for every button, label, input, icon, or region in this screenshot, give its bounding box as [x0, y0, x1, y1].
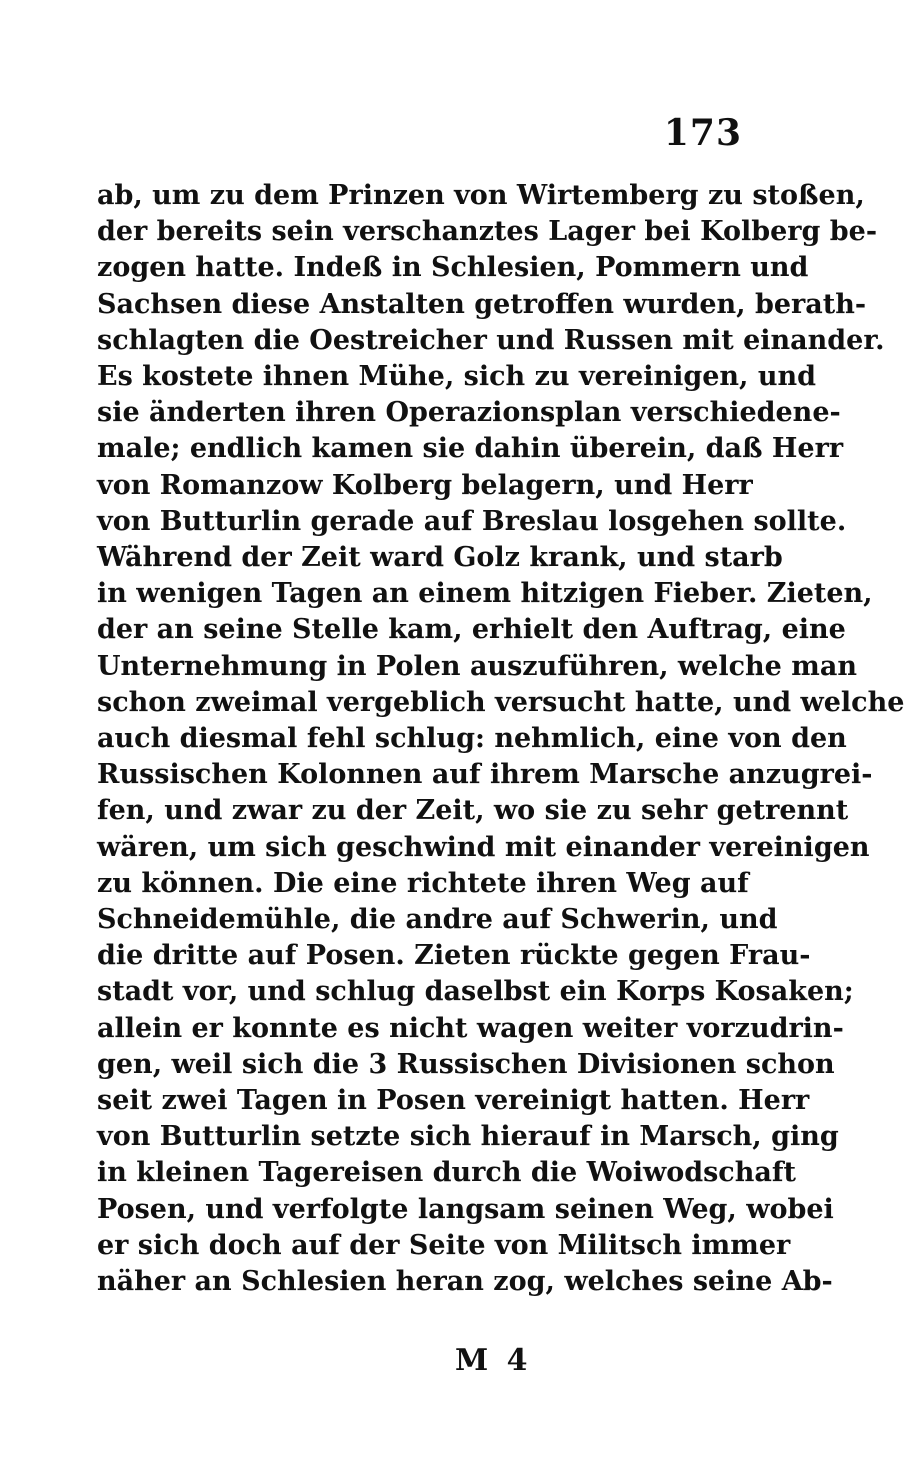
- page-number: 173: [663, 112, 742, 154]
- text-line: von Romanzow Kolberg belagern, und Herr: [97, 469, 753, 501]
- signature-mark: M 4: [455, 1343, 532, 1378]
- text-line: in kleinen Tagereisen durch die Woiwodschaft: [97, 1157, 796, 1189]
- text-line: Während der Zeit ward Golz krank, und starb: [97, 542, 783, 574]
- text-line: die dritte auf Posen. Zieten rückte gegen Frau-: [97, 940, 811, 972]
- text-line: gen, weil sich die 3 Russischen Divisionen schon: [97, 1048, 835, 1080]
- text-line: stadt vor, und schlug daselbst ein Korps Kosaken;: [97, 976, 854, 1008]
- text-line: näher an Schlesien heran zog, welches seine Ab-: [97, 1266, 833, 1298]
- text-line: Russischen Kolonnen auf ihrem Marsche anzugrei-: [97, 759, 873, 791]
- text-line: sie änderten ihren Operazionsplan verschiedene-: [97, 397, 841, 429]
- text-line: Posen, und verfolgte langsam seinen Weg, wobei: [97, 1193, 834, 1225]
- text-line: Unternehmung in Polen auszuführen, welche man: [97, 650, 857, 682]
- text-line: seit zwei Tagen in Posen vereinigt hatten. Herr: [97, 1085, 810, 1117]
- body-text: [97, 178, 904, 1300]
- text-line: der bereits sein verschanztes Lager bei Kolberg be-: [97, 216, 878, 248]
- text-line: in wenigen Tagen an einem hitzigen Fieber. Zieten,: [97, 578, 873, 610]
- text-line: fen, und zwar zu der Zeit, wo sie zu sehr getrennt: [97, 795, 849, 827]
- text-line: der an seine Stelle kam, erhielt den Auftrag, eine: [97, 614, 846, 646]
- text-line: Sachsen diese Anstalten getroffen wurden, berath-: [97, 288, 867, 320]
- text-line: male; endlich kamen sie dahin überein, daß Herr: [97, 433, 844, 465]
- text-line: wären, um sich geschwind mit einander vereinigen: [97, 831, 870, 863]
- text-line: schlagten die Oestreicher und Russen mit einander.: [97, 324, 885, 356]
- text-line: schon zweimal vergeblich versucht hatte, und welche: [97, 686, 904, 718]
- text-line: Es kostete ihnen Mühe, sich zu vereinigen, und: [97, 361, 816, 393]
- text-line: allein er konnte es nicht wagen weiter vorzudrin-: [97, 1012, 844, 1044]
- text-line: Schneidemühle, die andre auf Schwerin, und: [97, 904, 778, 936]
- text-line: zu können. Die eine richtete ihren Weg auf: [97, 867, 749, 899]
- text-line: ab, um zu dem Prinzen von Wirtemberg zu stoßen,: [97, 180, 865, 211]
- text-line: von Butturlin setzte sich hierauf in Marsch, ging: [97, 1121, 839, 1153]
- text-line: auch diesmal fehl schlug: nehmlich, eine von den: [97, 723, 847, 755]
- text-line: von Butturlin gerade auf Breslau losgehen sollte.: [97, 505, 847, 537]
- text-line: zogen hatte. Indeß in Schlesien, Pommern und: [97, 252, 809, 284]
- text-line: er sich doch auf der Seite von Militsch immer: [97, 1229, 791, 1261]
